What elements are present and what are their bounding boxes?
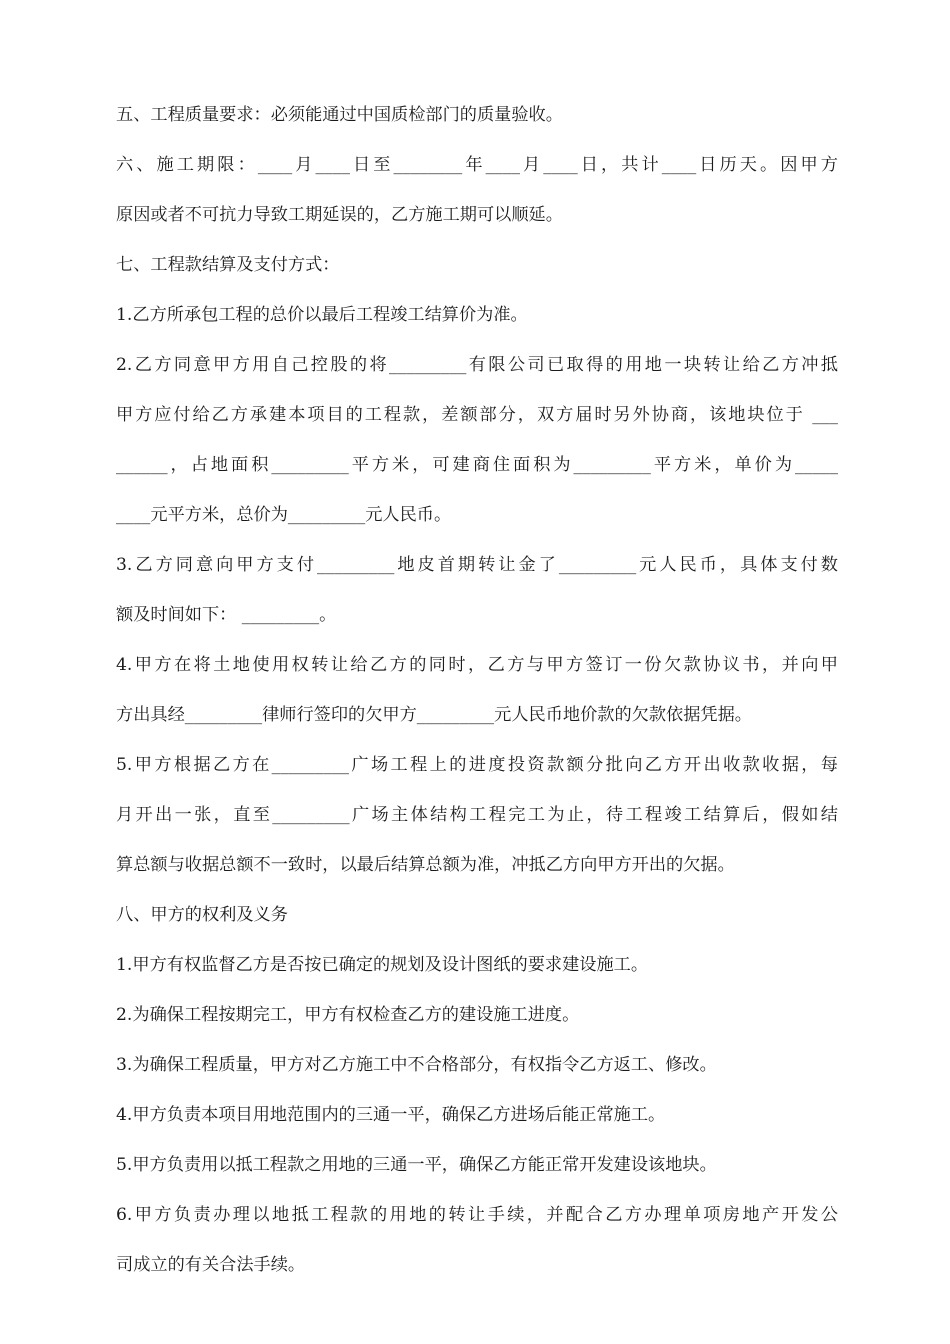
- clause-7-item-4-line-1: 4.甲方在将土地使用权转让给乙方的同时，乙方与甲方签订一份欠款协议书，并向甲: [116, 655, 838, 675]
- clause-8-item-1: 1.甲方有权监督乙方是否按已确定的规划及设计图纸的要求建设施工。: [116, 955, 649, 975]
- clause-7-item-2-line-3: ______，占地面积_________平方米，可建商住面积为_________平方米，单价为_____: [116, 455, 838, 475]
- clause-7-item-2-line-1: 2.乙方同意甲方用自己控股的将_________有限公司已取得的用地一块转让给乙方冲抵: [116, 355, 838, 375]
- clause-7-item-3-line-2: 额及时间如下： _________。: [116, 605, 337, 625]
- clause-7-item-5-line-1: 5.甲方根据乙方在_________广场工程上的进度投资款额分批向乙方开出收款收据，每: [116, 755, 838, 775]
- clause-6-period-line-2: 原因或者不可抗力导致工期延误的，乙方施工期可以顺延。: [116, 205, 563, 225]
- clause-7-item-1: 1.乙方所承包工程的总价以最后工程竣工结算价为准。: [116, 305, 528, 325]
- clause-5-quality: 五、工程质量要求：必须能通过中国质检部门的质量验收。: [116, 105, 563, 125]
- clause-7-heading: 七、工程款结算及支付方式：: [116, 255, 340, 275]
- clause-7-item-2-line-2: 甲方应付给乙方承建本项目的工程款，差额部分，双方届时另外协商，该地块位于 ___: [116, 405, 838, 425]
- clause-7-item-2-line-4: ____元平方米，总价为_________元人民币。: [116, 505, 452, 525]
- clause-7-item-4-line-2: 方出具经_________律师行签印的欠甲方_________元人民币地价款的欠款依据凭据。: [116, 705, 752, 725]
- clause-8-item-6-line-1: 6.甲方负责办理以地抵工程款的用地的转让手续，并配合乙方办理单项房地产开发公: [116, 1205, 838, 1225]
- clause-8-item-2: 2.为确保工程按期完工，甲方有权检查乙方的建设施工进度。: [116, 1005, 580, 1025]
- clause-7-item-5-line-3: 算总额与收据总额不一致时，以最后结算总额为准，冲抵乙方向甲方开出的欠据。: [116, 855, 735, 875]
- clause-8-heading: 八、甲方的权利及义务: [116, 905, 288, 925]
- clause-8-item-3: 3.为确保工程质量，甲方对乙方施工中不合格部分，有权指令乙方返工、修改。: [116, 1055, 717, 1075]
- clause-6-period-line-1: 六、施工期限：____月____日至________年____月____日，共计____日历天。因甲方: [116, 155, 838, 175]
- clause-7-item-5-line-2: 月开出一张，直至_________广场主体结构工程完工为止，待工程竣工结算后，假如结: [116, 805, 838, 825]
- clause-8-item-6-line-2: 司成立的有关合法手续。: [116, 1255, 306, 1275]
- clause-8-item-4: 4.甲方负责本项目用地范围内的三通一平，确保乙方进场后能正常施工。: [116, 1105, 666, 1125]
- clause-7-item-3-line-1: 3.乙方同意向甲方支付_________地皮首期转让金了_________元人民币，具体支付数: [116, 555, 838, 575]
- clause-8-item-5: 5.甲方负责用以抵工程款之用地的三通一平，确保乙方能正常开发建设该地块。: [116, 1155, 717, 1175]
